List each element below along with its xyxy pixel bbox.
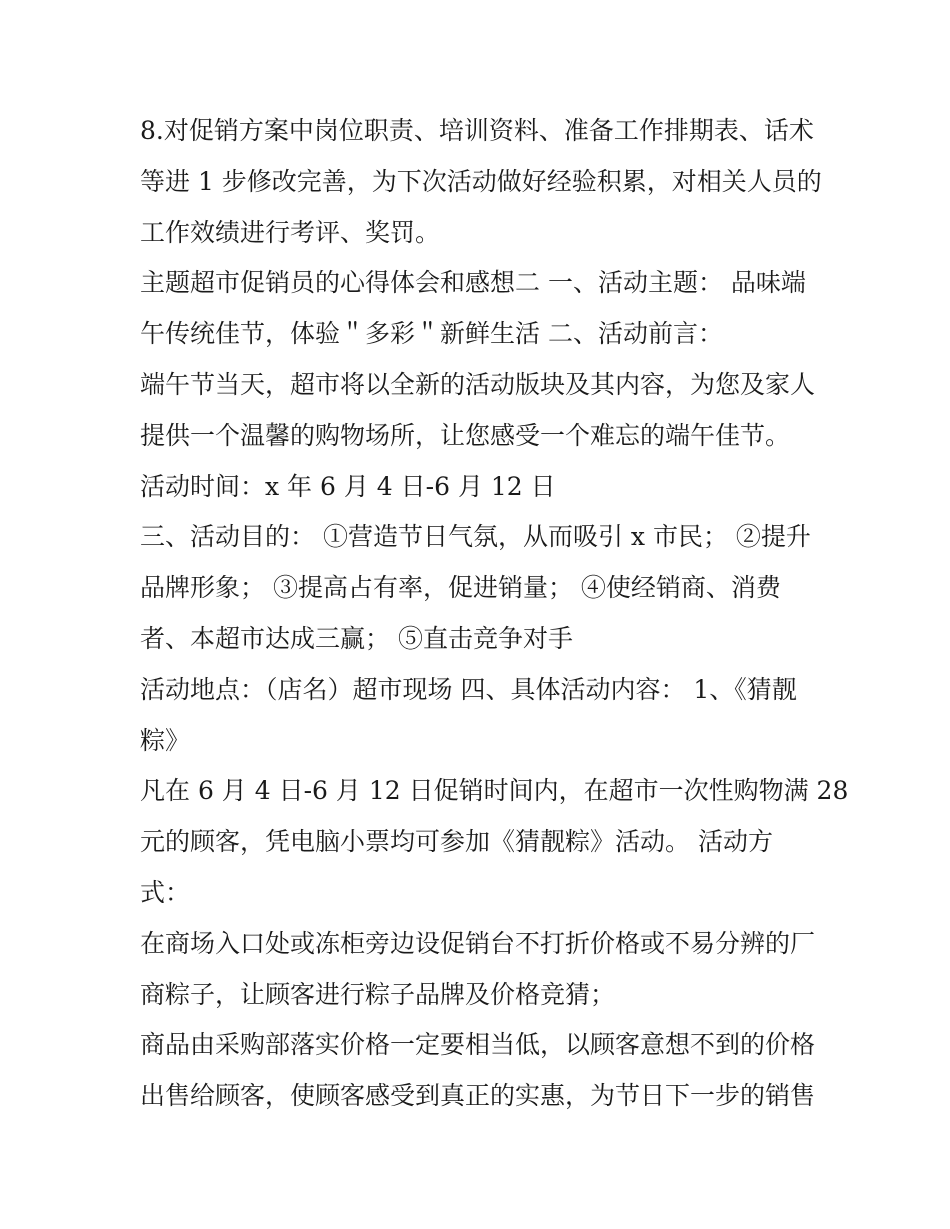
text-line: 商粽子，让顾客进行粽子品牌及价格竞猜； — [140, 979, 616, 1009]
text-line: 者、本超市达成三赢； ⑤直击竞争对手 — [140, 623, 573, 653]
text-line: 工作效绩进行考评、奖罚。 — [140, 217, 441, 247]
text-line: 等进 1 步修改完善，为下次活动做好经验积累，对相关人员的 — [140, 166, 822, 196]
text-line: 提供一个温馨的购物场所，让您感受一个难忘的端午佳节。 — [140, 420, 791, 450]
text-line: 粽》 — [140, 725, 191, 755]
document-body — [140, 106, 849, 1122]
text-line: 商品由采购部落实价格一定要相当低，以顾客意想不到的价格 — [140, 1030, 816, 1060]
text-line: 元的顾客，凭电脑小票均可参加《猜靓粽》活动。 活动方 — [140, 827, 773, 857]
text-line: 8.对促销方案中岗位职责、培训资料、准备工作排期表、话术 — [140, 116, 814, 145]
text-line: 午传统佳节，体验＂多彩＂新鲜生活 二、活动前言： — [140, 319, 723, 349]
text-line: 品牌形象； ③提高占有率，促进销量； ④使经销商、消费 — [140, 573, 781, 603]
text-line: 在商场入口处或冻柜旁边设促销台不打折价格或不易分辨的厂 — [140, 928, 816, 958]
text-line: 主题超市促销员的心得体会和感想二 一、活动主题： 品味端 — [140, 268, 806, 298]
text-line: 出售给顾客，使顾客感受到真正的实惠，为节日下一步的销售 — [140, 1081, 816, 1111]
text-line: 凡在 6 月 4 日-6 月 12 日促销时间内，在超市一次性购物满 28 — [140, 776, 849, 806]
text-line: 式： — [140, 877, 191, 907]
text-line: 端午节当天，超市将以全新的活动版块及其内容，为您及家人 — [140, 369, 816, 399]
text-line: 活动时间：x 年 6 月 4 日-6 月 12 日 — [140, 471, 556, 501]
text-line: 活动地点：（店名）超市现场 四、具体活动内容： 1、《猜靓 — [140, 674, 797, 704]
text-line: 三、活动目的： ①营造节日气氛，从而吸引 x 市民； ②提升 — [140, 522, 811, 552]
